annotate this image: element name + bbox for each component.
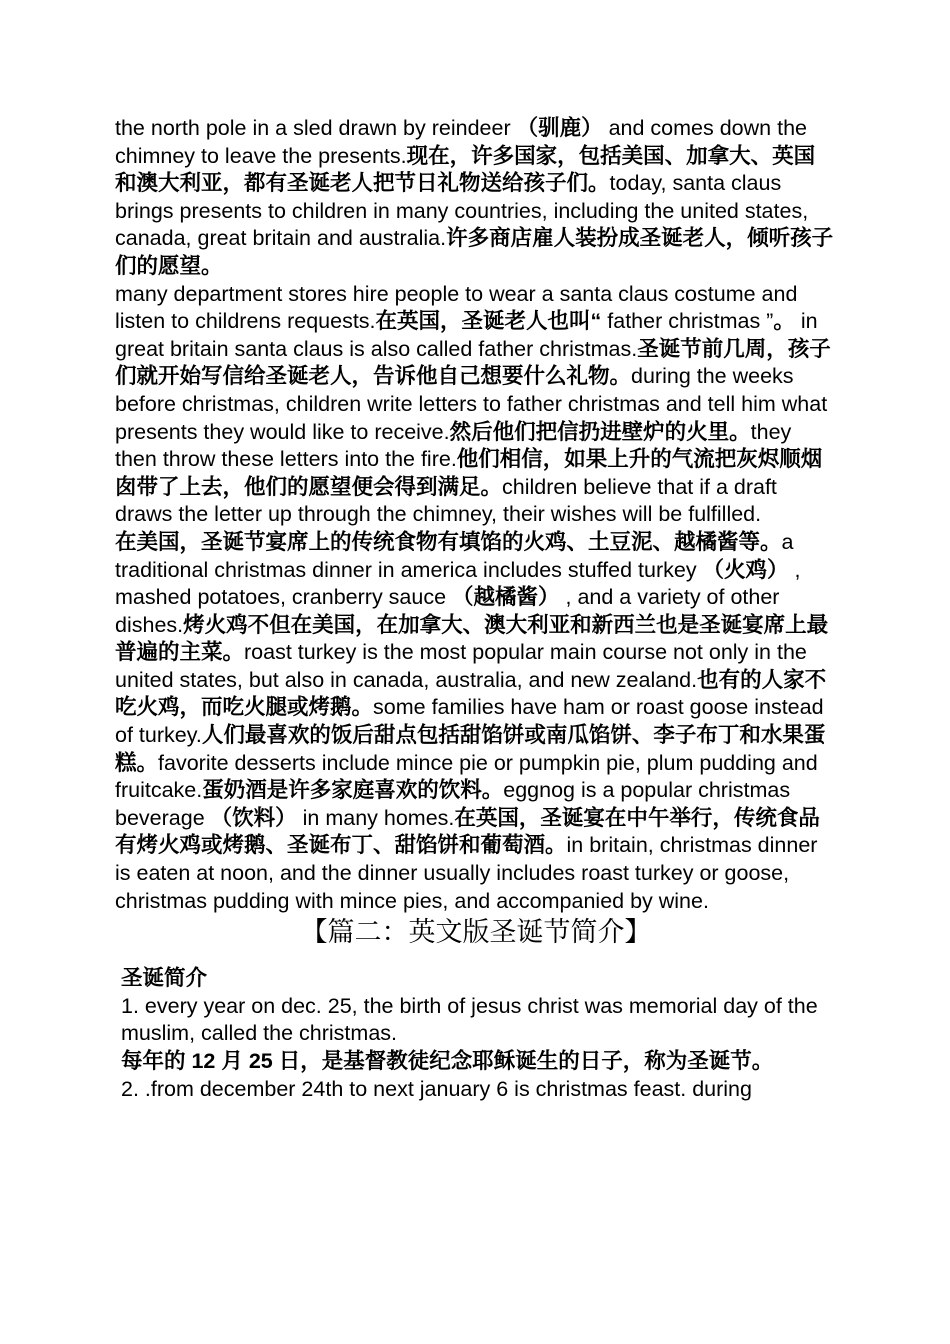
chinese-text: 也有的人家不吃火鸡，而吃火腿或烤鹅。: [115, 667, 827, 720]
body-paragraphs: [115, 115, 837, 915]
chinese-text: 在英国，圣诞老人也叫“: [375, 309, 608, 334]
sub-title: 圣诞简介: [121, 966, 208, 991]
chinese-text: 在美国，圣诞节宴席上的传统食物有填馅的火鸡、土豆泥、越橘酱等。: [115, 529, 782, 554]
english-text: in britain, christmas dinner is eaten at noon, and the dinner usually includes roast turkey or goose, christmas pudding with mince pies, and accompanied by wine.: [115, 833, 818, 913]
english-text: today, santa claus brings presents to children in many countries, including the united states, canada, great britain and australia.: [115, 171, 809, 251]
chinese-text: 蛋奶酒是许多家庭喜欢的饮料。: [202, 778, 504, 803]
english-text: and comes down the chimney to leave the presents.: [115, 116, 807, 168]
english-text: 1. every year on dec. 25, the birth of jesus christ was memorial day of the muslim, called the christmas.: [121, 993, 818, 1046]
chinese-text: 每年的 12 月 25 日，是基督教徒纪念耶稣诞生的日子，称为圣诞节。: [121, 1049, 774, 1073]
chinese-text: 许多商店雇人装扮成圣诞老人，倾听孩子们的愿望。: [115, 226, 834, 278]
english-text: , mashed potatoes, cranberry sauce: [115, 557, 801, 610]
english-text: in great britain santa claus is also called father christmas.: [115, 309, 818, 361]
english-text: in many homes.: [296, 805, 455, 830]
english-text: eggnog is a popular christmas beverage: [115, 778, 791, 830]
chinese-text: 圣诞节前几周，孩子们就开始写信给圣诞老人，告诉他自己想要什么礼物。: [115, 336, 831, 389]
intro-items: [115, 993, 837, 1103]
english-text: the north pole in a sled drawn by reindeer: [115, 116, 517, 140]
chinese-text: （饮料）: [210, 805, 297, 830]
paragraph: [115, 529, 837, 915]
english-text: during the weeks before christmas, children write letters to father christmas and tell him what presents they would like to receive.: [115, 364, 828, 444]
chinese-text: （越橘酱）: [452, 585, 560, 610]
paragraph: [115, 281, 837, 529]
english-text: favorite desserts include mince pie or pumpkin pie, plum pudding and fruitcake.: [115, 750, 818, 803]
document-body: [115, 115, 837, 1103]
section-title: 【篇二：英文版圣诞节简介】: [300, 917, 652, 949]
list-item: [121, 993, 837, 1048]
english-text: roast turkey is the most popular main course not only in the united states, but also in canada, australia, and new zealand.: [115, 640, 807, 692]
english-text: they then throw these letters into the fire.: [115, 419, 792, 472]
chinese-text: 。: [773, 309, 795, 334]
english-text: many department stores hire people to wear a santa claus costume and listen to childrens requests.: [115, 281, 798, 334]
chinese-text: 烤火鸡不但在美国，在加拿大、澳大利亚和新西兰也是圣诞宴席上最普遍的主菜。: [115, 612, 829, 665]
chinese-text: 人们最喜欢的饭后甜点包括甜馅饼或南瓜馅饼、李子布丁和水果蛋糕。: [115, 723, 826, 775]
english-text: children believe that if a draft draws the letter up through the chimney, their wishes will be fulfilled.: [115, 474, 777, 527]
chinese-text: （火鸡）: [702, 557, 789, 582]
english-text: , and a variety of other dishes.: [115, 585, 780, 637]
english-text: some families have ham or roast goose instead of turkey.: [115, 695, 824, 748]
chinese-text: （驯鹿）: [516, 116, 603, 140]
chinese-text: 他们相信，如果上升的气流把灰烬顺烟囱带了上去，他们的愿望便会得到满足。: [115, 447, 823, 499]
list-item: [121, 1076, 837, 1104]
paragraph: [115, 115, 837, 281]
english-text: a traditional christmas dinner in america includes stuffed turkey: [115, 529, 794, 582]
list-item: [121, 1048, 837, 1076]
chinese-text: 在英国，圣诞宴在中午举行，传统食品有烤火鸡或烤鹅、圣诞布丁、甜馅饼和葡萄酒。: [115, 805, 820, 858]
chinese-text: 然后他们把信扔进壁炉的火里。: [449, 419, 751, 444]
english-text: 2. .from december 24th to next january 6 is christmas feast. during: [121, 1076, 752, 1101]
english-text: father christmas ”: [607, 309, 774, 334]
chinese-text: 现在，许多国家，包括美国、加拿大、英国 和澳大利亚，都有圣诞老人把节日礼物送给孩子们。: [115, 143, 816, 196]
